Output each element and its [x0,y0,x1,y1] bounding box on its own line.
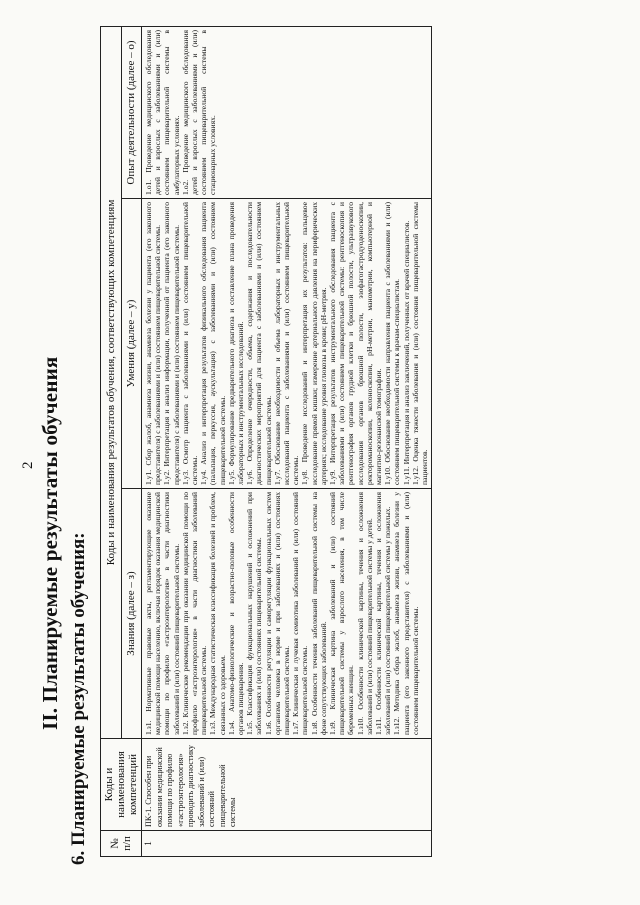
knowledge-item: 1.з6. Особенности регуляции и саморегуляции функциональных систем организма человека в норме и при заболеваниях и (или) состояниях пищеварительной системы. [263,492,292,735]
table-row [142,27,432,857]
skill-item: 1.у8. Проведение исследований и интерпретация их результатов: пальцевое исследование прямой кишки; измерение артериального давления на периферических артериях; исследование уровня глюкозы в крови; рН-метрия. [300,202,328,485]
header-skills: Умения (далее – у) [121,199,142,489]
skill-item: 1.у9. Интерпретация результатов инструментального обследования пациента с заболеваниями и (или) состоянием пищеварительной системы: рентгеноскопия и рентгенография органов грудной клетки и брюшной полости, ультразвукового исследования органов брюшной полости, эзофагогастродуоденоскопии, ректороманоскопии, колоноскопии, рН-метрии, манометрии, компьютерной и магнитно-резонансной томографии. [328,202,384,485]
skill-item: 1.у5. Формулирование предварительного диагноза и составление плана проведения лабораторных и инструментальных исследований. [226,202,246,485]
knowledge-item: 1.з7. Клиническая и лучевая семиотика заболеваний и (или) состояний пищеварительной системы. [291,492,310,735]
skill-item: 1.у2. Интерпретация и анализ информации, полученной от пациента (его законного представителя) с заболеваниями и (или) состоянием пищеварительной системы. [162,202,181,485]
knowledge-item: 1.з5. Классификация функциональных нарушений и осложнений при заболеваниях и (или) состояниях пищеварительной системы. [245,492,264,735]
knowledge-item: 1.з9. Клиническая картина заболеваний и (или) состояний пищеварительной системы у взрослого населения, в том числе беременных женщин. [328,492,356,735]
skill-item: 1.у6. Определение очередности, объема, содержания и последовательности диагностических мероприятий для пациента с заболеваниями и (или) состоянием пищеварительной системы. [245,202,273,485]
header-knowledge: Знания (далее – з) [121,489,142,739]
table-subheader-row [121,27,142,857]
knowledge-cell [142,489,432,739]
knowledge-item: 1.з10. Особенности клинической картины, течения и осложнения заболеваний и (или) состояний пищеварительной системы у детей. [355,492,374,735]
knowledge-item: 1.з8. Особенности течения заболеваний пищеварительной системы на фоне сопутствующих заболеваний. [309,492,328,735]
skills-cell [142,199,432,489]
section-title: 6. Планируемые результаты обучения: [68,532,89,865]
knowledge-item: 1.з1. Нормативные правовые акты, регламентирующие оказание медицинской помощи населению, включая порядок оказания медицинской помощи по профилю «гастроэнтерология» в части диагностики заболеваний и (или) состояний пищеварительной системы. [144,492,181,735]
experience-item: 1.о2. Проведение медицинского обследования детей и взрослых с заболеваниями и (или) состоянием пищеварительной системы в стационарных условиях. [180,30,218,195]
competence-cell: ПК-1. Способен при оказании медицинской помощи по профилю «гастроэнтерология» проводить диагностику заболеваний и (или) состояний пищеварительной системы [142,739,432,831]
knowledge-item: 1.з2. Клинические рекомендации при оказании медицинской помощи по профилю «гастроэнтерология» в части диагностики заболеваний пищеварительной системы. [180,492,209,735]
header-results: Коды и наименования результатов обучения, соответствующих компетенциям [101,27,122,739]
knowledge-item: 1.з4. Анатомо-физиологические и возрастно-половые особенности органов пищеварения. [226,492,246,735]
knowledge-item: 1.з3. Международная статистическая классификация болезней и проблем, связанных со здоровьем. [208,492,227,735]
header-codes: Коды и наименования компетенций [101,739,142,831]
skill-item: 1.у4. Анализ и интерпретация результатов физикального обследования пациента (пальпация, перкуссия, аускультация) с заболеваниями и (или) состоянием пищеварительной системы. [199,202,227,485]
skill-item: 1.у3. Осмотр пациента с заболеваниями и (или) состоянием пищеварительной системы. [180,202,200,485]
skill-item: 1.у11. Интерпретация и анализ заключений, полученных от врачей специалистов. [401,220,411,485]
page-title: II. Планируемые результаты обучения [38,356,62,730]
header-experience: Опыт деятельности (далее – о) [121,27,142,199]
experience-cell [142,27,432,199]
learning-outcomes-table [100,26,432,857]
header-num: № п/п [101,831,142,857]
skill-item: 1.у7. Обоснование необходимости и объема лабораторных и инструментальных исследований пациента с заболеваниями и (или) состоянием пищеварительной системы. [272,202,301,485]
skill-item: 1.у1. Сбор жалоб, анамнеза жизни, анамнеза болезни у пациента (его законного представителя) с заболеваниями и (или) состоянием пищеварительной системы. [144,202,163,485]
experience-item: 1.о1. Проведение медицинского обследования детей и взрослых с заболеваниями и (или) состоянием пищеварительной системы в амбулаторных условиях. [144,30,181,195]
page-number: 2 [20,461,36,469]
skill-item: 1.у12. Оценка тяжести заболевания и (или) состояния пищеварительной системы пациентов. [410,202,430,485]
table-header-row [101,27,122,857]
knowledge-item: 1.з11. Особенности клинической картины, течения и осложнения заболеваний и (или) состояний пищеварительной системы у пожилых. [374,492,393,735]
row-number: 1 [142,831,432,857]
skill-item: 1.у10. Обоснование необходимости направления пациента с заболеваниями и (или) состоянием пищеварительной системы к врачам-специалистам. [383,202,402,485]
knowledge-item: 1.з12. Методика сбора жалоб, анамнеза жизни, анамнеза болезни у пациента (его законного представителя) с заболеваниями и (или) состоянием пищеварительной системы. [392,492,420,735]
